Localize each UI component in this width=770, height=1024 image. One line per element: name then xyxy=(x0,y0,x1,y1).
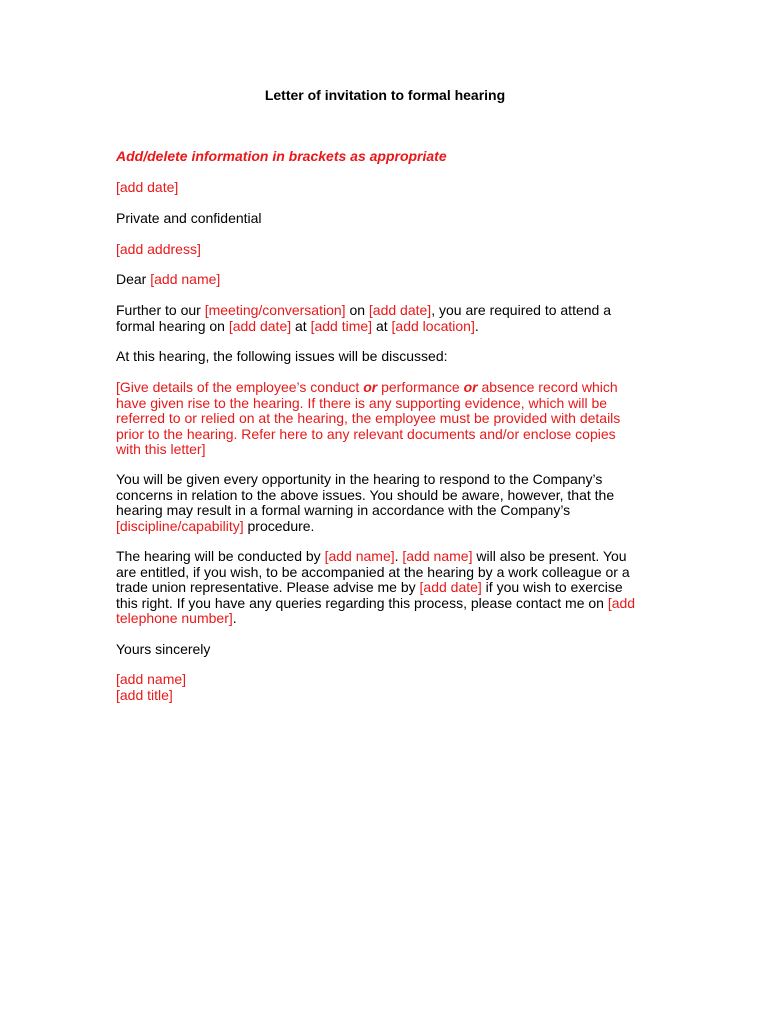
p4-line-4: procedure. xyxy=(243,517,315,534)
p3-or-1: or xyxy=(363,379,378,395)
p3-line-4: prior to the hearing. Refer here to any relevant documents and/or enclose copies xyxy=(116,425,616,442)
paragraph-issues-details xyxy=(116,380,656,458)
p5-phone-placeholder-2: telephone number] xyxy=(116,610,233,627)
signature-name-placeholder: [add name] xyxy=(116,671,187,687)
instruction-note: Add/delete information in brackets as appropriate xyxy=(116,148,447,164)
paragraph-opportunity xyxy=(116,472,656,534)
p1-time-placeholder: [add time] xyxy=(310,317,373,334)
private-confidential: Private and confidential xyxy=(116,210,262,226)
p5-text-6: this right. If you have any queries regarding this process, please contact me on xyxy=(116,594,608,611)
p5-text-4: trade union representative. Please advise me by xyxy=(116,579,420,596)
salutation xyxy=(116,272,656,288)
p3-line-5: with this letter] xyxy=(116,441,206,458)
p1-text-3: , you are required to attend a xyxy=(431,302,611,318)
p1-text-1: Further to our xyxy=(116,302,205,318)
p1-text-2: on xyxy=(345,302,369,318)
p4-line-1: You will be given every opportunity in the hearing to respond to the Company’s xyxy=(116,471,603,487)
p5-text-7: . xyxy=(232,610,237,627)
letter-title: Letter of invitation to formal hearing xyxy=(264,87,506,103)
p4-procedure-placeholder: [discipline/capability] xyxy=(116,517,244,534)
salutation-name-placeholder: [add name] xyxy=(150,271,221,287)
p5-text-1: The hearing will be conducted by xyxy=(116,548,325,564)
p3-text-1: [Give details of the employee’s conduct xyxy=(116,379,364,395)
p5-phone-placeholder-1: [add xyxy=(607,594,636,611)
p3-text-3: absence record which xyxy=(477,379,618,395)
p5-text-5: if you wish to exercise xyxy=(481,579,623,596)
closing: Yours sincerely xyxy=(116,641,211,657)
date-placeholder: [add date] xyxy=(116,179,179,195)
p1-meeting-placeholder: [meeting/conversation] xyxy=(204,302,346,318)
paragraph-meeting xyxy=(116,303,656,334)
p3-text-2: performance xyxy=(377,379,464,395)
paragraph-hearing-conduct xyxy=(116,549,656,627)
p4-line-2: concerns in relation to the above issues. You should be aware, however, that the xyxy=(116,486,615,503)
p5-text-3: will also be present. You xyxy=(472,548,627,564)
p1-text-7: . xyxy=(474,317,479,334)
p1-location-placeholder: [add location] xyxy=(391,317,475,334)
p4-line-3: hearing may result in a formal warning in accordance with the Company’s xyxy=(116,502,571,519)
p1-text-6: at xyxy=(372,317,392,334)
p3-or-2: or xyxy=(463,379,478,395)
p5-date-placeholder: [add date] xyxy=(419,579,482,596)
signature-block xyxy=(116,672,656,703)
address-placeholder: [add address] xyxy=(116,241,201,257)
salutation-dear: Dear xyxy=(116,271,151,287)
p1-date-placeholder: [add date] xyxy=(368,302,432,318)
p5-name-placeholder-2: [add name] xyxy=(402,548,473,564)
p5-text-2: . xyxy=(394,548,403,564)
p5-name-placeholder-1: [add name] xyxy=(324,548,395,564)
signature-title-placeholder: [add title] xyxy=(116,686,173,703)
p1-text-5: at xyxy=(291,317,311,334)
p3-line-3: referred to or relied on at the hearing, the employee must be provided with details xyxy=(116,410,621,427)
p1-text-4: formal hearing on xyxy=(116,317,229,334)
p3-line-2: have given rise to the hearing. If there is any supporting evidence, which will be xyxy=(116,394,608,411)
paragraph-issues-intro: At this hearing, the following issues will be discussed: xyxy=(116,348,448,364)
p1-hearing-date-placeholder: [add date] xyxy=(228,317,292,334)
p5-line-2: are entitled, if you wish, to be accompanied at the hearing by a work colleague or a xyxy=(116,563,630,580)
